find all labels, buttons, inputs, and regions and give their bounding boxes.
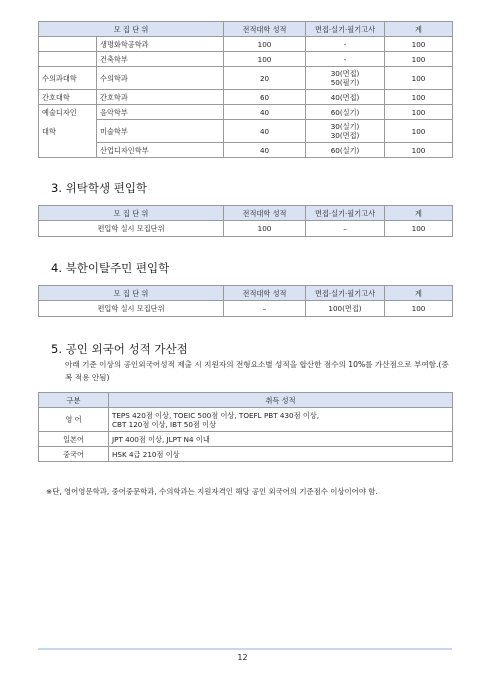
footer-divider	[38, 648, 452, 650]
total-cell: 100	[385, 143, 453, 158]
prev-grade-cell: 20	[224, 67, 306, 90]
table-row	[39, 120, 453, 143]
score-cell: HSK 4급 210점 이상	[109, 447, 453, 462]
defector-table	[38, 285, 453, 317]
header-prev-grade: 전적대학 성적	[224, 286, 306, 301]
admission-score-table	[38, 21, 453, 158]
exam-cell: 40(면접)	[306, 90, 385, 105]
prev-grade-cell: 100	[224, 37, 306, 52]
header-category: 구분	[39, 393, 109, 408]
college-cell: 간호대학	[39, 90, 97, 105]
college-cell: 예술디자인	[39, 105, 97, 120]
page-number: 12	[237, 653, 248, 662]
dept-cell: 미술학부	[97, 120, 224, 143]
college-cell	[39, 143, 97, 158]
table-row	[39, 301, 453, 317]
table-row	[39, 408, 453, 432]
table-row	[39, 221, 453, 237]
language-label: 영 어	[39, 408, 109, 432]
dept-cell: 간호학과	[97, 90, 224, 105]
header-score: 취득 성적	[109, 393, 453, 408]
unit-cell: 편입학 실시 모집단위	[39, 301, 224, 317]
footnote: ※단, 영어영문학과, 중어중문학과, 수의학과는 지원자격인 해당 공인 외국어의 기준점수 이상이어야 함.	[46, 487, 378, 496]
total-cell: 100	[385, 37, 453, 52]
header-prev-grade: 전적대학 성적	[224, 206, 306, 221]
total-cell: 100	[385, 105, 453, 120]
exam-cell: 100(면접)	[306, 301, 385, 317]
college-cell: 수의과대학	[39, 67, 97, 90]
dept-cell: 생명화학공학과	[97, 37, 224, 52]
header-exam: 면접·실기·필기고사	[306, 206, 385, 221]
dept-cell: 산업디자인학부	[97, 143, 224, 158]
header-prev-grade: 전적대학 성적	[224, 22, 306, 37]
table-row	[39, 447, 453, 462]
prev-grade-cell: 60	[224, 90, 306, 105]
prev-grade-cell: 40	[224, 143, 306, 158]
language-label: 일본어	[39, 432, 109, 447]
header-unit: 모 집 단 위	[39, 206, 224, 221]
table-row	[39, 432, 453, 447]
section-4-title: 4. 북한이탈주민 편입학	[51, 261, 170, 275]
header-total: 계	[385, 22, 453, 37]
total-cell: 100	[385, 90, 453, 105]
college-cell	[39, 37, 97, 52]
exam-cell: 30(면접) 50(필기)	[306, 67, 385, 90]
college-cell: 대학	[39, 120, 97, 143]
exam-cell: -	[306, 52, 385, 67]
section-5-title: 5. 공인 외국어 성적 가산점	[51, 342, 188, 356]
exam-cell: 60(실기)	[306, 143, 385, 158]
dept-cell: 음악학부	[97, 105, 224, 120]
header-total: 계	[385, 286, 453, 301]
header-exam: 면접·실기·필기고사	[306, 22, 385, 37]
total-cell: 100	[385, 301, 453, 317]
unit-cell: 편입학 실시 모집단위	[39, 221, 224, 237]
dept-cell: 건축학부	[97, 52, 224, 67]
total-cell: 100	[385, 221, 453, 237]
score-cell: JPT 400점 이상, JLPT N4 이내	[109, 432, 453, 447]
prev-grade-cell: 40	[224, 120, 306, 143]
score-cell: TEPS 420점 이상, TOEIC 500점 이상, TOEFL PBT 430점 이상, CBT 120점 이상, IBT 50점 이상	[109, 408, 453, 432]
exam-cell: 30(실기) 30(면접)	[306, 120, 385, 143]
language-score-table	[38, 392, 453, 462]
total-cell: 100	[385, 52, 453, 67]
header-exam: 면접·실기·필기고사	[306, 286, 385, 301]
prev-grade-cell: –	[224, 301, 306, 317]
dept-cell: 수의학과	[97, 67, 224, 90]
college-cell	[39, 52, 97, 67]
section-3-title: 3. 위탁학생 편입학	[51, 181, 148, 195]
header-unit: 모 집 단 위	[39, 286, 224, 301]
table-row	[39, 143, 453, 158]
exam-cell: -	[306, 37, 385, 52]
header-unit: 모 집 단 위	[39, 22, 224, 37]
exam-cell: –	[306, 221, 385, 237]
table-row	[39, 52, 453, 67]
prev-grade-cell: 100	[224, 52, 306, 67]
exam-cell: 60(실기)	[306, 105, 385, 120]
header-total: 계	[385, 206, 453, 221]
table-row	[39, 37, 453, 52]
prev-grade-cell: 40	[224, 105, 306, 120]
table-row	[39, 90, 453, 105]
section-5-description: 아래 기준 이상의 공인외국어성적 제출 시 지원자의 전형요소별 성적을 합산한 점수의 10%를 가산점으로 부여함.(중복 적용 안됨)	[65, 360, 449, 382]
consignment-student-table	[38, 205, 453, 237]
total-cell: 100	[385, 120, 453, 143]
total-cell: 100	[385, 67, 453, 90]
table-row	[39, 105, 453, 120]
table-row	[39, 67, 453, 90]
language-label: 중국어	[39, 447, 109, 462]
prev-grade-cell: 100	[224, 221, 306, 237]
